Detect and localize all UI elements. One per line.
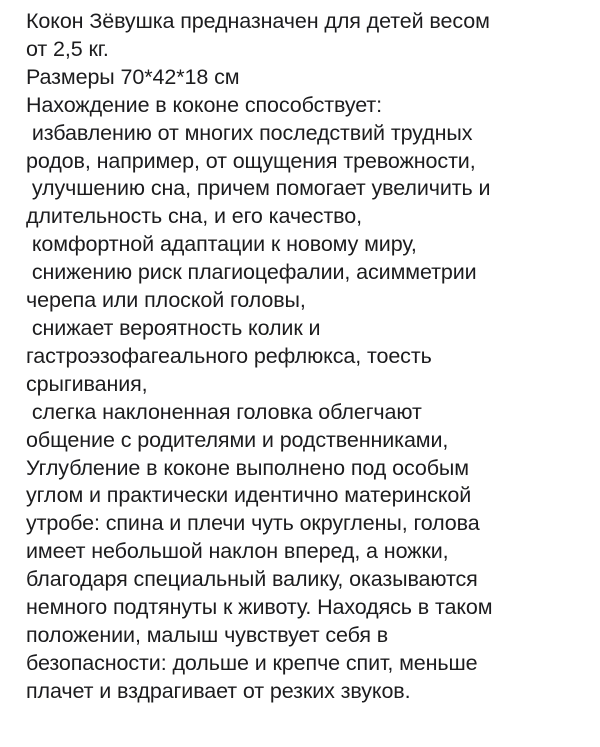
text-line: Нахождение в коконе способствует: <box>26 92 383 117</box>
product-description-text <box>26 8 596 706</box>
text-line: Кокон Зёвушка предназначен для детей весом <box>26 9 490 33</box>
text-line: избавлению от многих последствий трудных <box>26 120 473 145</box>
text-line: безопасности: дольше и крепче спит, меньше <box>26 650 478 675</box>
text-line: комфортной адаптации к новому миру, <box>26 232 417 257</box>
text-line: родов, например, от ощущения тревожности, <box>26 148 476 173</box>
text-line: черепа или плоской головы, <box>26 288 306 313</box>
text-line: утробе: спина и плечи чуть округлены, голова <box>26 511 480 536</box>
text-line: общение с родителями и родственниками, <box>26 427 449 452</box>
text-line: немного подтянуты к животу. Находясь в таком <box>26 595 493 620</box>
text-line: от 2,5 кг. <box>26 36 109 61</box>
text-line: слегка наклоненная головка облегчают <box>26 399 422 424</box>
text-line: положении, малыш чувствует себя в <box>26 622 389 647</box>
text-line: улучшению сна, причем помогает увеличить и <box>26 176 491 201</box>
text-line: гастроэзофагеального рефлюкса, тоесть <box>26 343 432 368</box>
text-line: плачет и вздрагивает от резких звуков. <box>26 678 411 703</box>
text-line: Размеры 70*42*18 см <box>26 64 240 89</box>
text-line: имеет небольшой наклон вперед, а ножки, <box>26 539 449 564</box>
text-line: срыгивания, <box>26 371 148 396</box>
text-line: длительность сна, и его качество, <box>26 204 362 229</box>
text-line: Углубление в коконе выполнено под особым <box>26 455 469 480</box>
text-line: снижению риск плагиоцефалии, асимметрии <box>26 260 477 285</box>
text-line: снижает вероятность колик и <box>26 315 321 340</box>
text-line: углом и практически идентично материнской <box>26 483 472 508</box>
text-line: благодаря специальный валику, оказываются <box>26 567 478 592</box>
